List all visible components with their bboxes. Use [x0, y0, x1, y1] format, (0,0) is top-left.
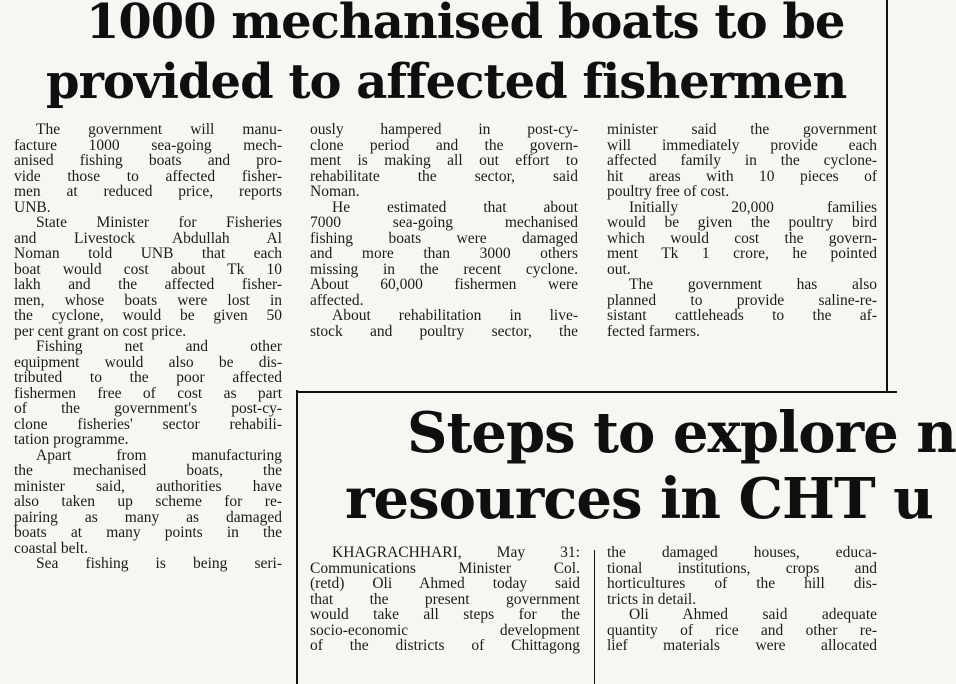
text-line: (retd) Oli Ahmed today said: [310, 575, 580, 592]
text-line: minister said, authorities have: [14, 477, 282, 495]
text-line: coastal belt.: [14, 539, 89, 557]
text-line: UNB.: [14, 198, 51, 216]
vertical-rule-right: [886, 0, 888, 392]
text-line: and more than 3000 others: [310, 245, 578, 262]
article2-headline-line2: resources in CHT u: [345, 466, 933, 532]
text-line: the mechanised boats, the: [14, 462, 282, 479]
text-line: pairing as many as damaged: [14, 508, 282, 526]
vertical-rule-left: [296, 390, 298, 684]
text-line: also taken up scheme for re-: [14, 493, 282, 510]
text-line: About 60,000 fishermen were: [310, 276, 578, 293]
text-line: anised fishing boats and pro-: [14, 152, 282, 169]
text-line: boats at many points in the: [14, 524, 282, 541]
text-line: that the present government: [310, 590, 580, 608]
text-line: minister said the government: [607, 121, 877, 138]
text-line: KHAGRACHHARI, May 31:: [332, 544, 580, 561]
text-line: out.: [607, 260, 631, 278]
text-line: hit areas with 10 pieces of: [607, 167, 877, 185]
text-line: tricts in detail.: [607, 590, 697, 608]
text-line: tional institutions, crops and: [607, 559, 877, 577]
text-line: which would cost the govern-: [607, 229, 877, 247]
text-line: Noman told UNB that each: [14, 245, 282, 262]
text-line: The government has also: [629, 276, 877, 293]
text-line: State Minister for Fisheries: [36, 214, 282, 231]
article2-column-1: [310, 545, 580, 654]
horizontal-rule: [298, 391, 897, 393]
text-line: rehabilitate the sector, said: [310, 167, 578, 185]
text-line: tributed to the poor affected: [14, 369, 282, 386]
text-line: ment Tk 1 crore, he pointed: [607, 245, 877, 262]
text-line: planned to provide saline-re-: [607, 291, 877, 309]
text-line: clone fisheries' sector rehabili-: [14, 415, 282, 433]
text-line: Apart from manufacturing: [36, 446, 282, 464]
text-line: per cent grant on cost price.: [14, 322, 187, 340]
text-line: Initially 20,000 families: [629, 198, 877, 216]
text-line: missing in the recent cyclone.: [310, 260, 578, 278]
article2-column-2: [607, 545, 877, 654]
text-line: boat would cost about Tk 10: [14, 260, 282, 278]
article1-column-1: [14, 122, 282, 572]
text-line: would be given the poultry bird: [607, 214, 877, 231]
text-line: socio-economic development: [310, 621, 580, 639]
text-line: tation programme.: [14, 431, 129, 448]
text-line: The government will manu-: [36, 121, 282, 138]
text-line: fishing boats were damaged: [310, 229, 578, 247]
text-line: Oli Ahmed said adequate: [629, 606, 877, 623]
article1-column-3: [607, 122, 877, 339]
text-line: men at reduced price, reports: [14, 183, 282, 200]
text-line: Fishing net and other: [36, 338, 282, 355]
article1-headline-line1: 1000 mechanised boats to be: [86, 0, 845, 50]
text-line: sistant cattleheads to the af-: [607, 307, 877, 324]
text-line: ment is making all out effort to: [310, 152, 578, 169]
vertical-rule-col: [594, 550, 595, 684]
text-line: of the government's post-cy-: [14, 400, 282, 417]
text-line: Noman.: [310, 183, 360, 200]
text-line: the cyclone, would be given 50: [14, 307, 282, 324]
text-line: stock and poultry sector, the: [310, 322, 578, 340]
text-line: poultry free of cost.: [607, 183, 730, 200]
text-line: lakh and the affected fisher-: [14, 276, 282, 293]
text-line: quantity of rice and other re-: [607, 621, 877, 639]
text-line: He estimated that about: [332, 198, 578, 216]
text-line: clone period and the govern-: [310, 136, 578, 154]
text-line: ously hampered in post-cy-: [310, 121, 578, 138]
text-line: affected.: [310, 291, 364, 309]
text-line: affected family in the cyclone-: [607, 152, 877, 169]
text-line: of the districts of Chittagong: [310, 637, 580, 654]
text-line: fected farmers.: [607, 322, 700, 340]
text-line: About rehabilitation in live-: [332, 307, 578, 324]
text-line: fishermen free of cost as part: [14, 384, 282, 402]
text-line: will immediately provide each: [607, 136, 877, 154]
article1-headline-line2: provided to affected fishermen: [46, 54, 847, 110]
text-line: facture 1000 sea-going mech-: [14, 136, 282, 154]
text-line: and Livestock Abdullah Al: [14, 229, 282, 247]
text-line: 7000 sea-going mechanised: [310, 214, 578, 231]
text-line: horticultures of the hill dis-: [607, 575, 877, 592]
text-line: the damaged houses, educa-: [607, 544, 877, 561]
text-line: vide those to affected fisher-: [14, 167, 282, 185]
text-line: equipment would also be dis-: [14, 353, 282, 371]
text-line: Sea fishing is being seri-: [36, 555, 282, 572]
text-line: lief materials were allocated: [607, 637, 877, 654]
text-line: would take all steps for the: [310, 606, 580, 623]
article2-headline-line1: Steps to explore n: [407, 400, 956, 466]
article1-column-2: [310, 122, 578, 339]
text-line: Communications Minister Col.: [310, 559, 580, 577]
text-line: men, whose boats were lost in: [14, 291, 282, 309]
